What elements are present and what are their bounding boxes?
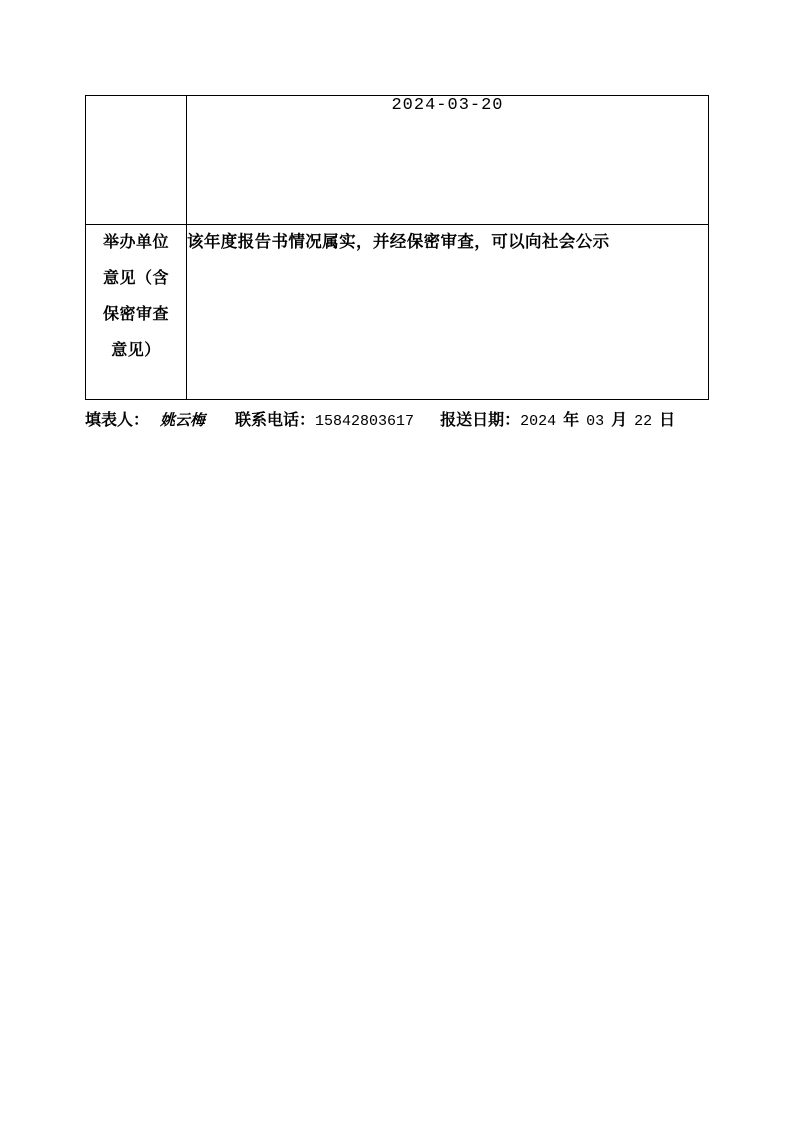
opinion-content-cell: 该年度报告书情况属实，并经保密审查，可以向社会公示: [187, 225, 709, 400]
table-row: [86, 96, 709, 225]
filler-name-value: 姚云梅: [160, 413, 206, 429]
opinion-label-line-4: 意见）: [111, 342, 161, 359]
date-row-label-cell: [86, 96, 187, 225]
opinion-label-cell: [86, 225, 187, 400]
form-footer: [85, 407, 715, 430]
phone-label: 联系电话：: [235, 412, 316, 429]
submit-day-value: 22: [634, 413, 653, 430]
submit-date-label: 报送日期：: [440, 412, 521, 429]
filler-label: 填表人：: [85, 412, 150, 429]
day-unit: 日: [659, 412, 676, 429]
date-value-cell: 2024-03-20: [187, 96, 709, 225]
submit-month-value: 03: [586, 413, 605, 430]
report-form-table: [85, 95, 709, 400]
month-unit: 月: [611, 412, 628, 429]
table-row: [86, 225, 709, 400]
submit-year-value: 2024: [520, 413, 557, 430]
phone-value: 15842803617: [315, 413, 415, 430]
opinion-label-line-2: 意见（含: [102, 270, 169, 287]
year-unit: 年: [563, 412, 580, 429]
opinion-label-line-1: 举办单位: [102, 234, 169, 251]
opinion-label-line-3: 保密审查: [102, 306, 169, 323]
